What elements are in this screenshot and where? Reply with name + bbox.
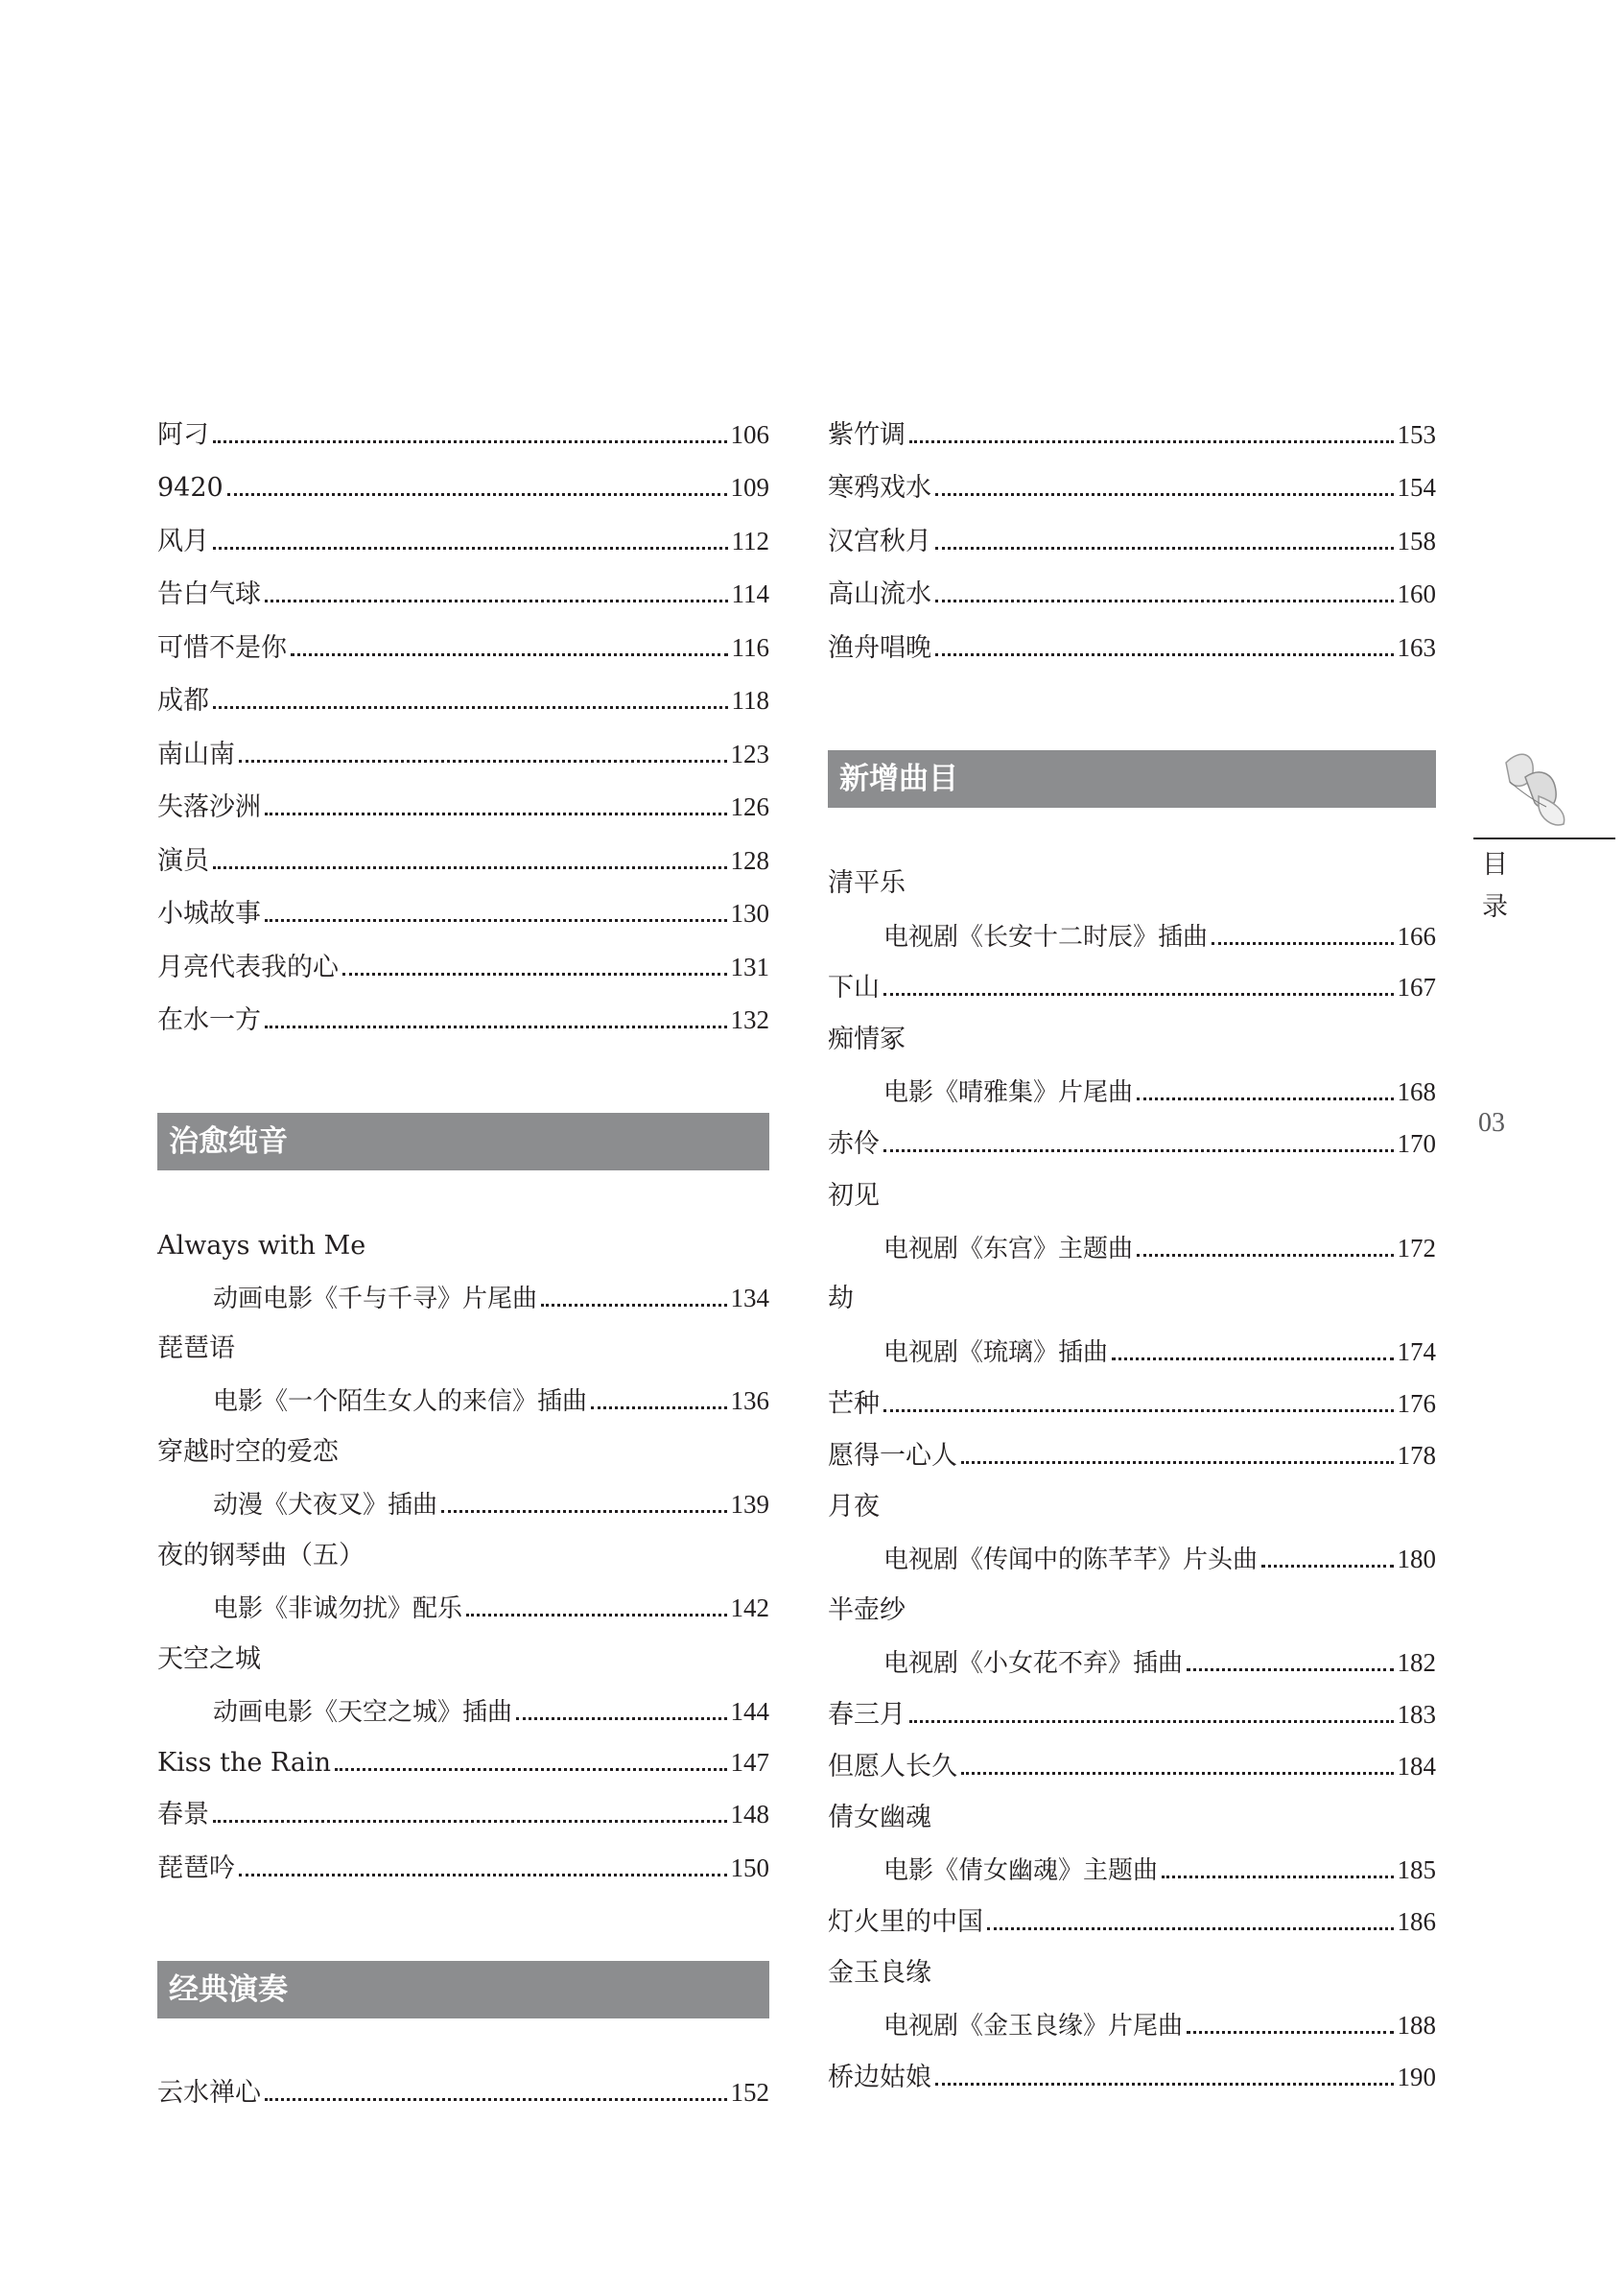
toc-heading: [828, 1176, 1436, 1216]
entry-page-number: 118: [731, 686, 769, 715]
entry-title: 电影《晴雅集》片尾曲: [883, 1078, 1134, 1107]
toc-entry: [157, 1000, 769, 1040]
dot-leader: [935, 2083, 1394, 2086]
entry-page-number: 112: [731, 527, 769, 555]
toc-entry: [157, 893, 769, 933]
entry-page-number: 170: [1397, 1129, 1436, 1158]
entry-page-number: 185: [1397, 1855, 1436, 1884]
toc-sub-entry: [213, 1484, 769, 1524]
dot-leader: [1187, 2031, 1393, 2034]
entry-title: 夜的钢琴曲（五）: [157, 1541, 365, 1570]
entry-title: 高山流水: [828, 579, 931, 609]
dot-leader: [265, 2098, 727, 2101]
toc-heading: [828, 1953, 1436, 1994]
entry-page-number: 139: [730, 1490, 769, 1519]
toc-sub-entry: [213, 1278, 769, 1318]
entry-page-number: 163: [1397, 633, 1436, 662]
toc-heading: [828, 1487, 1436, 1527]
toc-entry: [157, 787, 769, 827]
entry-page-number: 142: [730, 1593, 769, 1622]
toc-entry: [157, 521, 769, 561]
dot-leader: [239, 760, 727, 763]
dot-leader: [935, 600, 1394, 602]
entry-page-number: 114: [731, 579, 769, 608]
entry-title: 电视剧《琉璃》插曲: [883, 1338, 1109, 1367]
toc-heading: [828, 1798, 1436, 1838]
dot-leader: [213, 440, 727, 443]
entry-page-number: 132: [730, 1005, 769, 1034]
entry-title: 半壶纱: [828, 1595, 906, 1625]
side-label-char: 目: [1482, 850, 1508, 880]
toc-entry: [157, 1794, 769, 1834]
entry-title: 天空之城: [157, 1644, 261, 1674]
entry-page-number: 147: [730, 1748, 769, 1777]
toc-entry: [157, 467, 769, 507]
dot-leader: [961, 1772, 1394, 1775]
dot-leader: [883, 1149, 1394, 1152]
entry-page-number: 178: [1397, 1441, 1436, 1470]
entry-title: 赤伶: [828, 1129, 880, 1159]
toc-sub-entry: [213, 1588, 769, 1628]
dot-leader: [935, 493, 1394, 496]
page-number: 03: [1478, 1108, 1505, 1138]
toc-heading: [157, 1432, 769, 1473]
entry-page-number: 128: [730, 846, 769, 875]
lotus-ornament-icon: [1496, 743, 1573, 830]
side-label-char: 录: [1482, 892, 1508, 922]
entry-title: 金玉良缘: [828, 1958, 931, 1988]
dot-leader: [883, 1409, 1394, 1412]
entry-title: 失落沙洲: [157, 792, 261, 822]
entry-page-number: 150: [730, 1853, 769, 1882]
dot-leader: [1212, 942, 1393, 945]
entry-page-number: 176: [1397, 1389, 1436, 1418]
section-header: 经典演奏: [157, 1961, 769, 2018]
entry-page-number: 186: [1397, 1907, 1436, 1936]
entry-page-number: 190: [1397, 2063, 1436, 2091]
toc-entry: [157, 1742, 769, 1782]
toc-entry: [828, 1435, 1436, 1475]
entry-page-number: 131: [730, 953, 769, 981]
entry-page-number: 152: [730, 2078, 769, 2107]
entry-page-number: 188: [1397, 2011, 1436, 2040]
dot-leader: [466, 1614, 726, 1616]
entry-title: 阿刁: [157, 420, 209, 450]
entry-title: 可惜不是你: [157, 633, 287, 663]
entry-title: 电影《非诚勿扰》配乐: [213, 1594, 463, 1623]
dot-leader: [265, 600, 728, 602]
entry-title: 演员: [157, 846, 209, 876]
entry-title: 紫竹调: [828, 420, 906, 450]
entry-page-number: 153: [1397, 420, 1436, 449]
entry-page-number: 134: [730, 1284, 769, 1312]
entry-page-number: 109: [730, 473, 769, 502]
entry-title: 动画电影《天空之城》插曲: [213, 1698, 513, 1727]
entry-title: 痴情冢: [828, 1025, 906, 1054]
dot-leader: [265, 1026, 727, 1028]
toc-entry: [828, 1746, 1436, 1786]
toc-sub-entry: [883, 1228, 1436, 1268]
entry-title: 月亮代表我的心: [157, 953, 339, 982]
entry-title: 但愿人长久: [828, 1752, 957, 1782]
toc-sub-entry: [883, 1850, 1436, 1890]
dot-leader: [935, 653, 1394, 656]
section-header: 治愈纯音: [157, 1113, 769, 1170]
entry-title: 电影《倩女幽魂》主题曲: [883, 1856, 1159, 1885]
toc-entry: [157, 1848, 769, 1888]
entry-title: 琵琶吟: [157, 1853, 235, 1883]
entry-page-number: 184: [1397, 1752, 1436, 1781]
entry-title: 在水一方: [157, 1005, 261, 1035]
dot-leader: [1137, 1254, 1393, 1257]
entry-title: 春三月: [828, 1700, 906, 1730]
toc-heading: [157, 1329, 769, 1369]
entry-title: 告白气球: [157, 579, 261, 609]
dot-leader: [265, 919, 727, 922]
toc-heading: [828, 1020, 1436, 1060]
dot-leader: [265, 813, 727, 815]
dot-leader: [1261, 1565, 1393, 1568]
entry-page-number: 136: [730, 1386, 769, 1415]
entry-title: Always with Me: [157, 1231, 366, 1261]
entry-title: 电影《一个陌生女人的来信》插曲: [213, 1387, 588, 1416]
entry-page-number: 154: [1397, 473, 1436, 502]
toc-sub-entry: [883, 2005, 1436, 2045]
dot-leader: [342, 973, 727, 976]
toc-entry: [157, 840, 769, 881]
dot-leader: [961, 1461, 1394, 1464]
toc-entry: [828, 414, 1436, 455]
toc-entry: [828, 574, 1436, 614]
entry-title: Kiss the Rain: [157, 1748, 331, 1778]
entry-title: 桥边姑娘: [828, 2063, 931, 2092]
dot-leader: [541, 1304, 726, 1307]
toc-sub-entry: [883, 1332, 1436, 1372]
side-divider: [1473, 838, 1615, 839]
entry-title: 南山南: [157, 740, 235, 769]
entry-page-number: 183: [1397, 1700, 1436, 1729]
toc-sub-entry: [213, 1380, 769, 1421]
entry-title: 电视剧《金玉良缘》片尾曲: [883, 2012, 1184, 2041]
entry-title: 小城故事: [157, 899, 261, 929]
entry-page-number: 168: [1397, 1077, 1436, 1106]
entry-page-number: 166: [1397, 922, 1436, 951]
entry-page-number: 130: [730, 899, 769, 928]
entry-title: 成都: [157, 686, 209, 716]
toc-entry: [828, 521, 1436, 561]
entry-title: 电视剧《传闻中的陈芊芊》片头曲: [883, 1546, 1259, 1574]
dot-leader: [1112, 1357, 1393, 1360]
toc-entry: [157, 680, 769, 720]
toc-heading: [828, 863, 1436, 904]
toc-heading: [828, 1591, 1436, 1631]
toc-entry: [828, 627, 1436, 668]
entry-page-number: 116: [731, 633, 769, 662]
entry-title: 倩女幽魂: [828, 1803, 931, 1832]
toc-entry: [157, 574, 769, 614]
dot-leader: [291, 653, 728, 656]
dot-leader: [883, 993, 1394, 996]
entry-page-number: 182: [1397, 1648, 1436, 1677]
entry-title: 汉宫秋月: [828, 527, 931, 556]
toc-entry: [828, 2057, 1436, 2097]
dot-leader: [227, 493, 727, 496]
toc-entry: [157, 2072, 769, 2112]
entry-title: 穿越时空的爱恋: [157, 1437, 339, 1467]
entry-title: 灯火里的中国: [828, 1907, 983, 1937]
entry-page-number: 158: [1397, 527, 1436, 555]
toc-sub-entry: [883, 1539, 1436, 1579]
toc-entry: [157, 627, 769, 668]
toc-heading: [157, 1536, 769, 1576]
toc-sub-entry: [883, 1072, 1436, 1112]
dot-leader: [1187, 1668, 1393, 1671]
toc-heading: [157, 1226, 769, 1266]
entry-page-number: 160: [1397, 579, 1436, 608]
dot-leader: [1162, 1876, 1393, 1878]
entry-page-number: 172: [1397, 1234, 1436, 1262]
entry-title: 月夜: [828, 1492, 880, 1522]
toc-entry: [828, 1383, 1436, 1424]
entry-title: 寒鸦戏水: [828, 473, 931, 503]
entry-title: 芒种: [828, 1389, 880, 1419]
toc-entry: [828, 1901, 1436, 1942]
toc-entry: [828, 1123, 1436, 1164]
toc-entry: [157, 947, 769, 987]
dot-leader: [1137, 1097, 1393, 1100]
toc-entry: [828, 467, 1436, 507]
entry-title: 云水禅心: [157, 2078, 261, 2108]
entry-page-number: 144: [730, 1697, 769, 1726]
entry-page-number: 167: [1397, 973, 1436, 1002]
dot-leader: [591, 1406, 726, 1409]
entry-title: 动漫《犬夜叉》插曲: [213, 1491, 438, 1520]
entry-page-number: 123: [730, 740, 769, 768]
section-header: 新增曲目: [828, 750, 1436, 808]
entry-page-number: 174: [1397, 1337, 1436, 1366]
entry-page-number: 126: [730, 792, 769, 821]
entry-title: 电视剧《小女花不弃》插曲: [883, 1649, 1184, 1678]
toc-entry: [157, 414, 769, 455]
entry-page-number: 106: [730, 420, 769, 449]
entry-title: 电视剧《东宫》主题曲: [883, 1235, 1134, 1263]
toc-entry: [828, 1694, 1436, 1734]
toc-entry: [828, 967, 1436, 1007]
entry-title: 动画电影《千与千寻》片尾曲: [213, 1285, 538, 1313]
toc-heading: [828, 1279, 1436, 1319]
side-label: [1482, 844, 1520, 929]
entry-title: 渔舟唱晚: [828, 633, 931, 663]
dot-leader: [935, 547, 1394, 550]
dot-leader: [239, 1874, 727, 1876]
entry-title: 春景: [157, 1800, 209, 1829]
dot-leader: [909, 440, 1394, 443]
entry-title: 琵琶语: [157, 1333, 235, 1363]
entry-title: 初见: [828, 1181, 880, 1211]
dot-leader: [987, 1927, 1394, 1930]
toc-sub-entry: [213, 1691, 769, 1732]
toc-sub-entry: [883, 916, 1436, 956]
dot-leader: [213, 1820, 727, 1823]
dot-leader: [335, 1768, 727, 1771]
dot-leader: [213, 706, 728, 709]
entry-title: 劫: [828, 1284, 854, 1313]
dot-leader: [909, 1720, 1394, 1723]
dot-leader: [213, 547, 728, 550]
entry-title: 电视剧《长安十二时辰》插曲: [883, 923, 1209, 952]
toc-sub-entry: [883, 1642, 1436, 1683]
entry-title: 下山: [828, 973, 880, 1003]
toc-heading: [157, 1640, 769, 1680]
toc-entry: [157, 734, 769, 774]
entry-page-number: 180: [1397, 1545, 1436, 1573]
entry-title: 愿得一心人: [828, 1441, 957, 1471]
entry-title: 9420: [157, 473, 224, 503]
dot-leader: [516, 1717, 726, 1720]
dot-leader: [441, 1510, 726, 1513]
entry-title: 清平乐: [828, 868, 906, 898]
dot-leader: [213, 866, 727, 869]
entry-page-number: 148: [730, 1800, 769, 1829]
entry-title: 风月: [157, 527, 209, 556]
